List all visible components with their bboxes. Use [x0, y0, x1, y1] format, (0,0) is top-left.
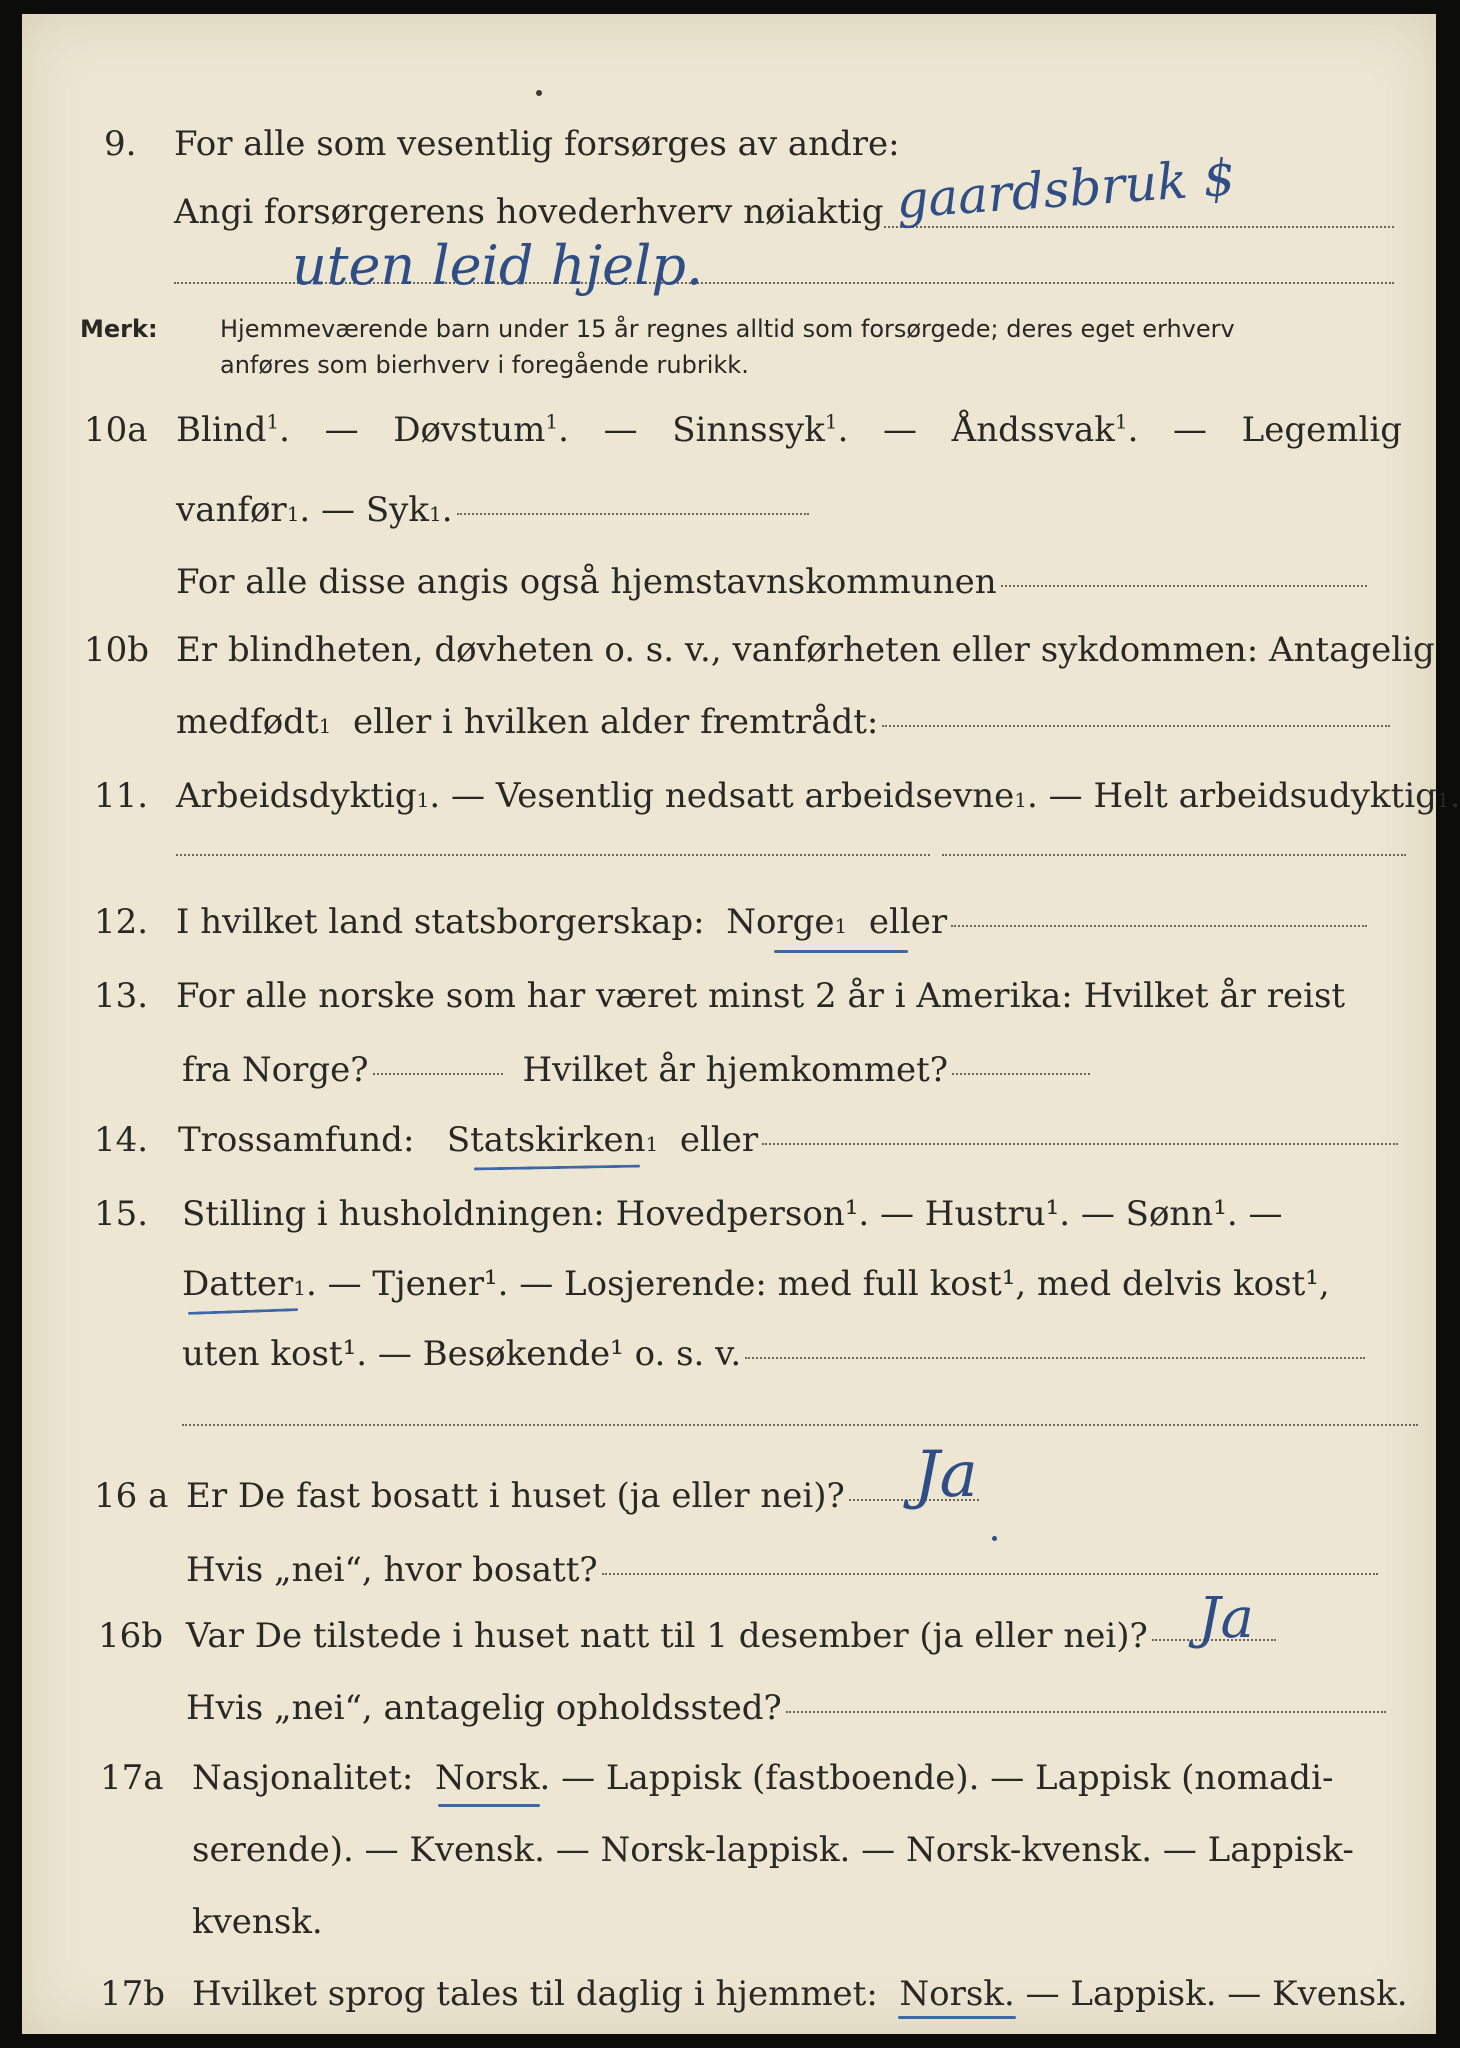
question-text: serende). — Kvensk. — Norsk-lappisk. — Norsk-kvensk. — Lappisk- — [192, 1830, 1354, 1870]
handwritten-answer: Ja — [1198, 1586, 1254, 1651]
answer-line — [884, 226, 1394, 228]
ink-mark — [992, 1536, 997, 1541]
question-text: I hvilket land statsborgerskap: — [176, 902, 705, 942]
handwritten-answer: gaardsbruk $ — [894, 148, 1237, 230]
answer-line — [373, 1072, 503, 1075]
question-number: 15. — [94, 1194, 149, 1234]
answer-line — [745, 1356, 1365, 1359]
handwritten-answer: Ja — [914, 1438, 978, 1512]
question-text: . — Lappisk (fastboende). — Lappisk (nomadi- — [539, 1758, 1334, 1798]
option-syk: — Syk — [321, 490, 429, 530]
ink-speck — [536, 90, 542, 96]
question-number: 9. — [104, 124, 137, 164]
question-text: Angi forsørgerens hovederhverv nøiaktig — [174, 192, 884, 232]
question-text: fra Norge? — [182, 1050, 369, 1090]
answer-line — [182, 1424, 1418, 1426]
option-dovstum: Døvstum — [393, 410, 546, 450]
answer-line — [951, 924, 1367, 927]
answer-underline — [474, 1165, 640, 1171]
question-number: 16 a — [94, 1476, 169, 1516]
census-form-page: 9. For alle som vesentlig forsørges av andre: Angi forsørgerens hovederhverv nøiaktig gaardsbruk $ uten leid hjelp. Merk: Hjemmeværende barn under 15 år regnes alltid som forsørgede; deres eget erhverv anføres som bierhverv i foregående rubrikk. 10a Blind$^1$. — Døvstum$^1$. — Sinnssyk$^1$. — Åndssvak$^1$. — Legemlig vanfør 1 . — Syk 1 . For alle disse angis også hjemstavnskommunen 10b Er blindheten, døvheten o. s. v., vanførheten eller sykdommen: Antagelig medfødt 1 eller i hvilken alder fremtrådt: 11. Arbeidsdyktig 1 . — Vesentlig nedsatt arbeidsevne 1 . — Helt arbeidsudyktig 1 . 12. I hvilket land statsborgerskap: Norge 1 eller 13. For alle norske som har været minst 2 år i Amerika: Hvilket år reist fra Norge? Hvilket år hjemkommet? 14. Trossamfund: Statskirken 1 eller 15. Stilling i husholdningen: Hovedperson¹. — Hustru¹. — Sønn¹. — Datter 1 . — Tjener¹. — Losjerende: med full kost¹, med delvis kost¹, uten kost¹. — Besøkende¹ o. s. v. 16 a Er De fast bosatt i huset (ja eller nei)? Ja Hvis „nei“, hvor bosatt? 16b Var De tilstede i huset natt til 1 desember (ja eller nei)? Ja Hvis „nei“, antagelig opholdssted? 17a Nasjonalitet: Norsk . — Lappisk (fastboende). — Lappisk (nomadi- serende). — Kvensk. — Norsk-lappisk. — Norsk-kvensk. — Lappisk- kvensk. 17b Hvilket sprog tales til daglig i hjemmet: Norsk. — Lappisk. — Kvensk. — [22, 14, 1436, 2034]
answer-underline — [438, 1804, 540, 1807]
question-number: 11. — [94, 776, 149, 816]
note-text: anføres som bierhverv i foregående rubrikk. — [220, 351, 749, 379]
option-statskirken: Statskirken — [446, 1120, 646, 1160]
option-andssvak: Åndssvak — [951, 410, 1115, 450]
option-eller: eller — [868, 902, 948, 942]
question-text: . — Tjener¹. — Losjerende: med full kost¹, med delvis kost¹, — [305, 1264, 1330, 1304]
handwritten-answer: uten leid hjelp. — [292, 234, 704, 297]
option-medfodt: medfødt — [176, 702, 319, 742]
question-number: 17a — [100, 1758, 164, 1798]
answer-line — [1001, 584, 1367, 587]
answer-underline — [898, 2016, 1016, 2019]
answer-line — [786, 1710, 1386, 1713]
note-label: Merk: — [80, 315, 158, 343]
option-eller: eller — [679, 1120, 759, 1160]
answer-line — [942, 854, 1406, 856]
question-text: — Lappisk. — Kvensk. — [1025, 1974, 1408, 2014]
answer-line — [762, 1142, 1398, 1145]
option-norsk: Norsk — [434, 1758, 540, 1798]
question-text: Hvilket år hjemkommet? — [522, 1050, 949, 1090]
question-text: Trossamfund: — [178, 1120, 415, 1160]
answer-underline — [774, 950, 908, 953]
question-text: Stilling i husholdningen: Hovedperson¹. — Hustru¹. — Sønn¹. — — [182, 1194, 1283, 1234]
answer-line — [457, 512, 809, 515]
option-blind: Blind — [176, 410, 267, 450]
question-number: 12. — [94, 902, 149, 942]
question-text: Er De fast bosatt i huset (ja eller nei)? — [186, 1476, 845, 1516]
answer-underline — [188, 1308, 298, 1315]
option-sinnssyk: Sinnssyk — [672, 410, 825, 450]
question-text: Hvis „nei“, hvor bosatt? — [186, 1550, 598, 1590]
question-text: For alle som vesentlig forsørges av andre: — [174, 124, 900, 164]
option-nedsatt: . — Vesentlig nedsatt arbeidsevne — [429, 776, 1015, 816]
question-text: Var De tilstede i huset natt til 1 desember (ja eller nei)? — [186, 1616, 1148, 1656]
question-number: 10a — [84, 410, 148, 450]
option-vanfor: vanfør — [176, 490, 287, 530]
question-text: Er blindheten, døvheten o. s. v., vanførheten eller sykdommen: Antagelig — [176, 630, 1435, 670]
question-text: uten kost¹. — Besøkende¹ o. s. v. — [182, 1334, 742, 1374]
question-number: 16b — [98, 1616, 164, 1656]
question-text: Hvis „nei“, antagelig opholdssted? — [186, 1688, 782, 1728]
option-datter: Datter — [182, 1264, 294, 1304]
option-arbeidsdyktig: Arbeidsdyktig — [176, 776, 417, 816]
question-text: Nasjonalitet: — [192, 1758, 414, 1798]
option-norsk: Norsk. — [899, 1974, 1015, 2014]
option-udyktig: . — Helt arbeidsudyktig — [1027, 776, 1437, 816]
question-number: 13. — [94, 976, 149, 1016]
answer-line — [602, 1572, 1378, 1575]
answer-line — [952, 1072, 1090, 1075]
note-text: Hjemmeværende barn under 15 år regnes alltid som forsørgede; deres eget erhverv — [220, 315, 1235, 343]
question-text: kvensk. — [192, 1902, 323, 1942]
answer-line — [176, 854, 930, 856]
question-text: eller i hvilken alder fremtrådt: — [352, 702, 879, 742]
question-text: Hvilket sprog tales til daglig i hjemmet: — [192, 1974, 878, 2014]
question-text: For alle disse angis også hjemstavnskommunen — [176, 562, 997, 602]
question-number: 14. — [94, 1120, 149, 1160]
question-text: For alle norske som har været minst 2 år i Amerika: Hvilket år reist — [176, 976, 1346, 1016]
question-number: 17b — [100, 1974, 166, 2014]
option-legemlig: Legemlig — [1241, 410, 1402, 450]
answer-line — [882, 724, 1390, 727]
question-number: 10b — [84, 630, 150, 670]
option-norge: Norge — [726, 902, 835, 942]
